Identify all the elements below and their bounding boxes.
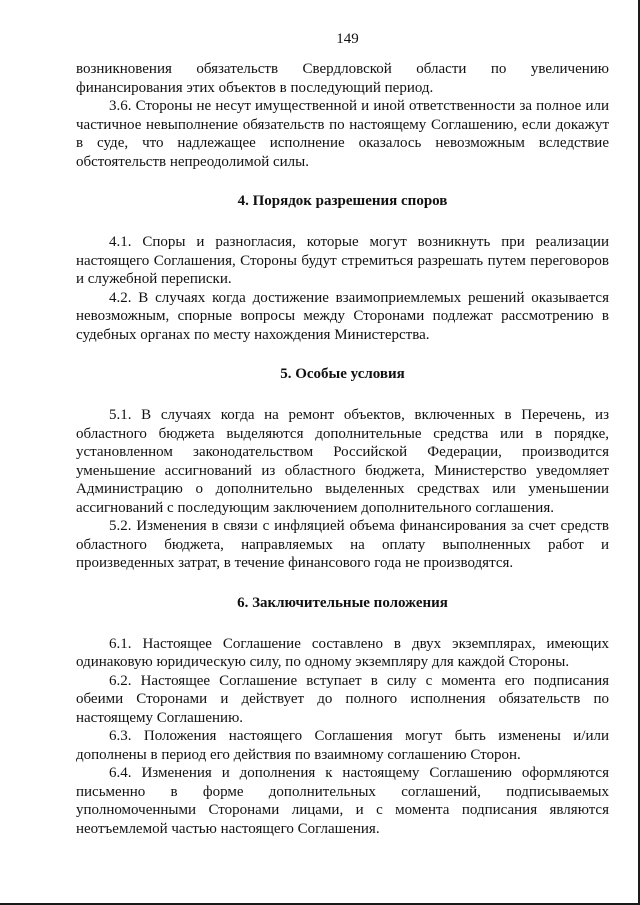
paragraph-4-1: 4.1. Споры и разногласия, которые могут возникнуть при реализации настоящего Соглашения, Стороны будут стремиться разрешать путем переговоров и служебной переписки. — [76, 234, 609, 287]
section-special-conditions — [76, 365, 609, 573]
paragraph-3-6: 3.6. Стороны не несут имущественной и иной ответственности за полное или частичное невыполнение обязательств по настоящему Соглашению, если докажут в суде, что надлежащее исполнение оказалось невозможным вследствие обстоятельств непреодолимой силы. — [76, 98, 609, 170]
paragraph-continuation: возникновения обязательств Свердловской области по увеличению финансирования этих объектов в последующий период. — [76, 61, 609, 96]
section-heading: 4. Порядок разрешения споров — [237, 193, 448, 209]
paragraph-6-4: 6.4. Изменения и дополнения к настоящему Соглашению оформляются письменно в форме дополнительных соглашений, подписываемых уполномоченными Сторонами лицами, и с момента подписания являются неотъемлемой частью настоящего Соглашения. — [76, 765, 609, 837]
document-page — [76, 30, 609, 838]
section-dispute-resolution — [76, 192, 609, 344]
paragraph-6-2: 6.2. Настоящее Соглашение вступает в силу с момента его подписания обеими Сторонами и действует до полного исполнения обязательств по настоящему Соглашению. — [76, 672, 609, 726]
section-heading: 5. Особые условия — [280, 366, 405, 382]
paragraph-6-3: 6.3. Положения настоящего Соглашения могут быть изменены и/или дополнены в период его действия по взаимному соглашению Сторон. — [76, 728, 609, 763]
section-final-provisions — [76, 594, 609, 839]
paragraph-6-1: 6.1. Настоящее Соглашение составлено в двух экземплярах, имеющих одинаковую юридическую силу, по одному экземпляру для каждой Стороны. — [76, 635, 609, 670]
paragraph-4-2: 4.2. В случаях когда достижение взаимоприемлемых решений оказывается невозможным, спорные вопросы между Сторонами подлежат рассмотрению в судебных органах по месту нахождения Министерства. — [76, 289, 609, 343]
section-heading: 6. Заключительные положения — [237, 594, 448, 611]
page-number: 149 — [336, 31, 359, 47]
paragraph-5-2: 5.2. Изменения в связи с инфляцией объема финансирования за счет средств областного бюджета, направляемых на оплату выполненных работ и произведенных затрат, в течение финансового года не производятся. — [76, 518, 609, 571]
paragraph-5-1: 5.1. В случаях когда на ремонт объектов, включенных в Перечень, из областного бюджета выделяются дополнительные средства или в порядке, установленном законодательством Российской Федерации, производится уменьшение ассигнований из областного бюджета, Министерство уведомляет Администрацию о дополнительно выделенных средствах или уменьшении ассигнований с последующим заключением дополнительного соглашения. — [76, 407, 609, 516]
